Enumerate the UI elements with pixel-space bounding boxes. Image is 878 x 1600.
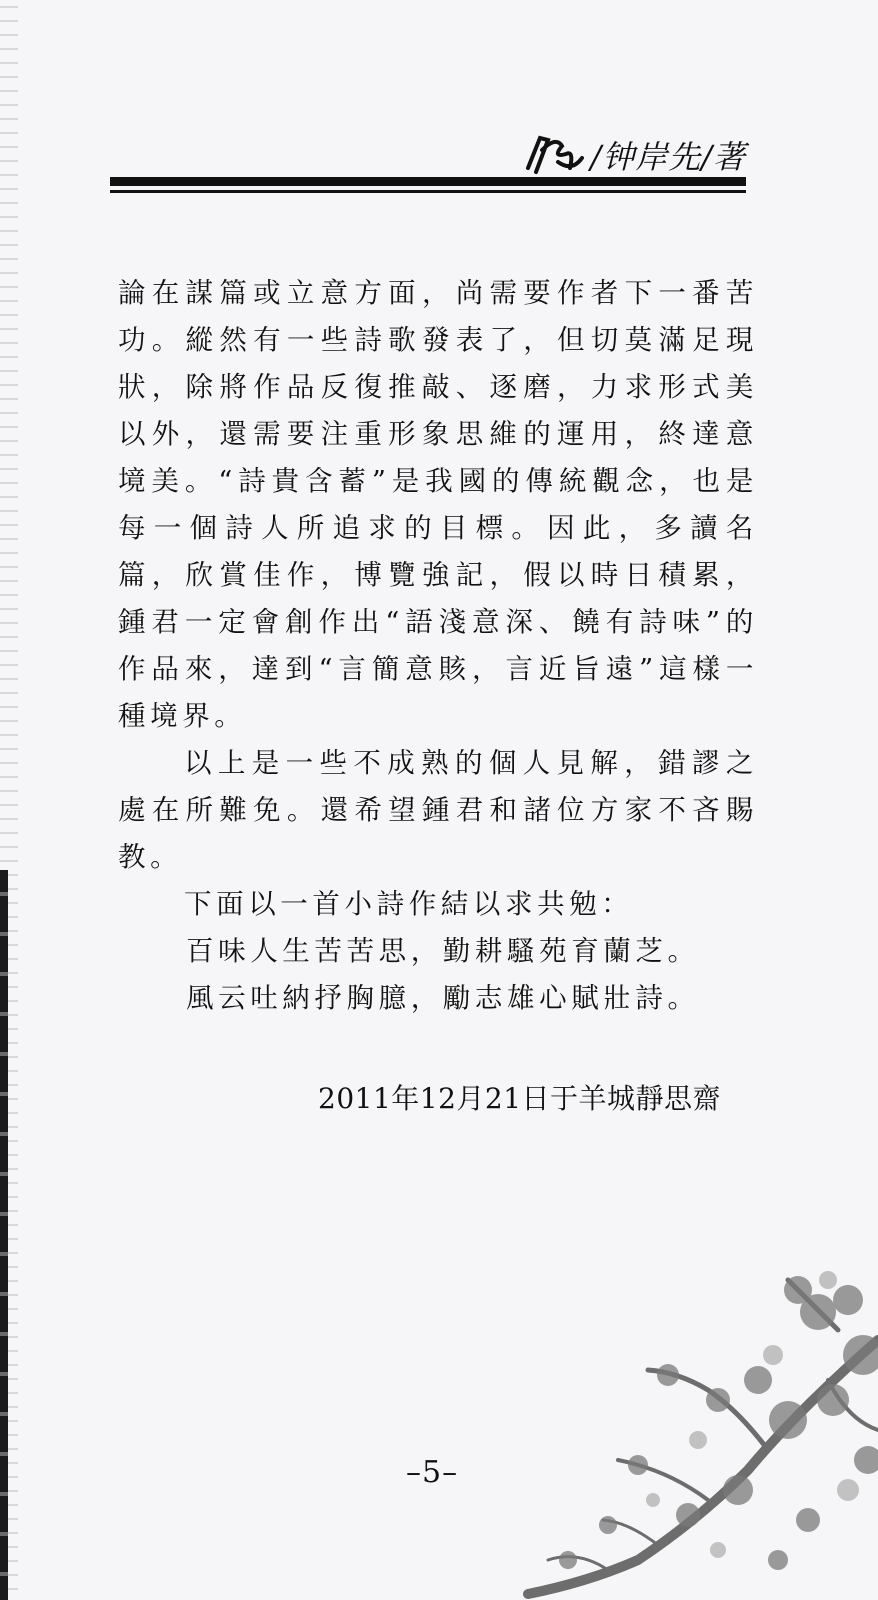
poem-line-1: 百味人生苦苦思，勤耕騷苑育蘭芝。 <box>186 935 700 967</box>
header-rule-thin <box>110 190 746 193</box>
poem-line-2: 風云吐納抒胸臆，勵志雄心賦壯詩。 <box>186 982 700 1014</box>
plum-branch-illustration <box>408 1260 878 1600</box>
signature-icon <box>522 128 588 178</box>
date-signoff: 2011年12月21日于羊城靜思齋 <box>318 1082 722 1115</box>
author-header <box>522 128 746 178</box>
paragraph-1: 論在謀篇或立意方面，尚需要作者下一番苦功。縱然有一些詩歌發表了，但切莫滿足現狀，除將作品反復推敲、逐磨，力求形式美以外，還需要注重形象思維的運用，終達意境美。“詩貴含蓄”是我國的傳統觀念，也是每一個詩人所追求的目標。因此，多讀名篇，欣賞佳作，博覽強記，假以時日積累，鍾君一定會創作出“語淺意深、饒有詩味”的作品來，達到“言簡意賅，言近旨遠”這樣一種境界。 <box>118 277 758 732</box>
poem-intro: 下面以一首小詩作結以求共勉： <box>184 888 634 920</box>
body-text <box>118 270 758 1022</box>
page-number: –5– <box>406 1455 459 1490</box>
torn-edge <box>0 870 8 1600</box>
header-rule-thick <box>110 177 746 186</box>
paragraph-2: 以上是一些不成熟的個人見解，錯謬之處在所難免。還希望鍾君和諸位方家不吝賜教。 <box>118 747 758 873</box>
author-byline: /钟岸先/著 <box>590 138 746 176</box>
